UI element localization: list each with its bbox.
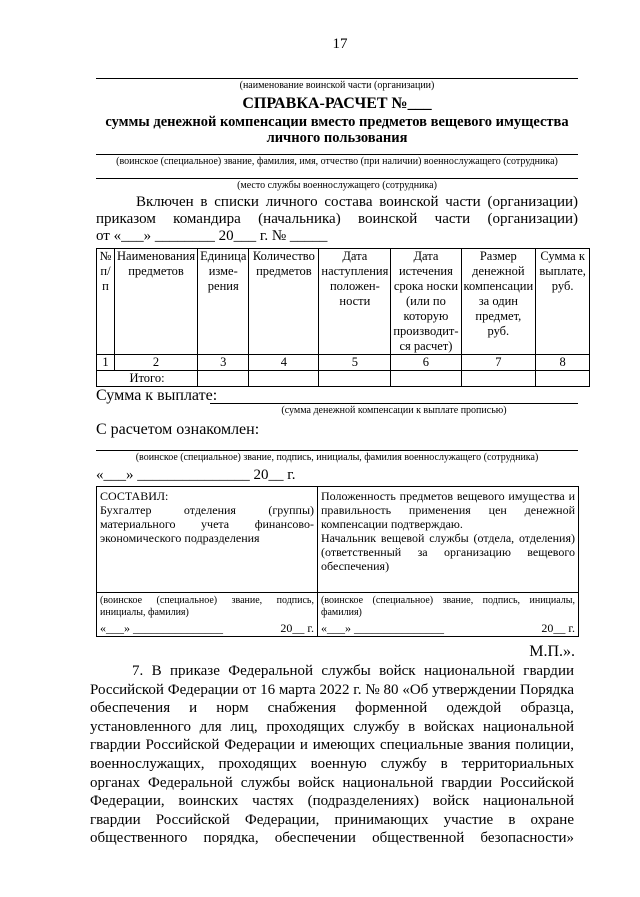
compiled-by-text: Бухгалтер отделения (группы) материального учета финансово-экономического подразделения <box>100 503 314 545</box>
document-subtitle-line2: личного пользования <box>266 130 408 146</box>
table-total-row <box>97 371 590 387</box>
paragraph-line: 7. В приказе Федеральной службы войск национальной гвардии <box>132 663 574 679</box>
confirmed-by-year: 20__ г. <box>541 621 575 635</box>
number-cell: 1 <box>97 355 115 371</box>
signatures-text-row <box>97 487 579 593</box>
compiled-by-sign-caption: (воинское (специальное) звание, подпись, инициалы, фамилия) <box>100 595 314 618</box>
number-cell: 2 <box>115 355 198 371</box>
paragraph-line: Российской Федерации от 16 марта 2022 г. № 80 «Об утверждении Порядка <box>90 681 574 698</box>
paragraph-line: общественного порядка, обеспечении общественной безопасности» <box>90 830 574 847</box>
signatures-table <box>96 486 579 637</box>
paragraph-line: органах Федеральной службы войск национальной гвардии Российской <box>90 774 574 791</box>
total-cell <box>198 371 249 387</box>
unit-name-line <box>96 78 578 79</box>
paragraph-line: Федерации, воинских частях (подразделениях) войск национальной <box>90 793 574 810</box>
total-cell <box>391 371 461 387</box>
order-line: от «___» ________ 20___ г. № _____ <box>96 228 328 244</box>
table-header-row <box>97 249 590 355</box>
acquainted-line <box>96 450 578 451</box>
header-cell: Наименования предметов <box>115 249 198 355</box>
paragraph-line: гвардии Российской Федерации, принимающих участие в охране <box>90 811 574 828</box>
header-cell: Дата наступления положен- ности <box>319 249 391 355</box>
total-cell <box>536 371 590 387</box>
number-cell: 6 <box>391 355 461 371</box>
number-cell: 3 <box>198 355 249 371</box>
header-cell: Количество предметов <box>249 249 319 355</box>
total-cell <box>249 371 319 387</box>
paragraph-line: обеспечения и норм снабжения форменной одеждой образца, <box>90 700 574 717</box>
signatures-sign-row <box>97 593 579 637</box>
compiled-by-date: «___» _______________ <box>100 621 223 635</box>
compiled-by-year: 20__ г. <box>280 621 314 635</box>
confirmed-by-cell <box>318 487 579 593</box>
compiled-by-heading: СОСТАВИЛ: <box>100 489 169 503</box>
compiled-by-cell <box>97 487 318 593</box>
confirmation-text: Положенность предметов вещевого имущества и правильность применения цен денежной компенсации подтверждаю. <box>321 489 575 531</box>
page-number: 17 <box>332 36 348 52</box>
header-cell: Размер денежной компенсации за один предмет, руб. <box>461 249 536 355</box>
document-subtitle-line1: суммы денежной компенсации вместо предметов вещевого имущества <box>105 114 569 130</box>
total-cell <box>461 371 536 387</box>
stamp-place: М.П.». <box>529 643 575 660</box>
acquainted-caption: (воинское (специальное) звание, подпись, инициалы, фамилия военнослужащего (сотрудника) <box>135 452 539 463</box>
clothing-chief-text: Начальник вещевой службы (отдела, отделения) (ответственный за организацию вещевого обеспечения) <box>321 531 575 573</box>
included-text-line1: Включен в списки личного состава воинской части (организации) <box>136 194 578 210</box>
rank-caption: (воинское (специальное) звание, фамилия, имя, отчество (при наличии) военнослужащего (сотрудника) <box>116 156 558 167</box>
header-cell: Дата истечения срока носки (или по которую производит- ся расчет) <box>391 249 461 355</box>
compiled-by-sign-cell <box>97 593 318 637</box>
payment-line <box>210 403 578 404</box>
compensation-table <box>96 248 590 387</box>
header-cell: Сумма к выплате, руб. <box>536 249 590 355</box>
payment-caption: (сумма денежной компенсации к выплате прописью) <box>281 405 507 416</box>
place-line <box>96 178 578 179</box>
total-cell <box>319 371 391 387</box>
table-number-row <box>97 355 590 371</box>
rank-line <box>96 154 578 155</box>
acquainted-date: «___» _______________ 20__ г. <box>96 467 296 483</box>
unit-name-caption: (наименование воинской части (организации) <box>239 80 435 91</box>
acquainted-label: С расчетом ознакомлен: <box>96 421 260 438</box>
included-text-line2: приказом командира (начальника) воинской части (организации) <box>96 211 578 227</box>
confirmed-by-sign-cell <box>318 593 579 637</box>
confirmed-by-sign-caption: (воинское (специальное) звание, подпись, инициалы, фамилия) <box>321 595 575 618</box>
paragraph-line: установленного для лиц, проходящих службу в войсках национальной <box>90 718 574 735</box>
paragraph-line: гвардии Российской Федерации и имеющих специальные звания полиции, <box>90 737 574 754</box>
place-caption: (место службы военнослужащего (сотрудника) <box>237 180 437 191</box>
document-title: СПРАВКА-РАСЧЕТ №___ <box>242 95 432 112</box>
number-cell: 5 <box>319 355 391 371</box>
number-cell: 8 <box>536 355 590 371</box>
header-cell: Единица изме- рения <box>198 249 249 355</box>
number-cell: 4 <box>249 355 319 371</box>
amendment-paragraph <box>90 662 574 848</box>
total-label: Итого: <box>97 371 198 387</box>
payment-label: Сумма к выплате: <box>96 387 218 404</box>
header-cell: № п/п <box>97 249 115 355</box>
paragraph-line: военнослужащих, проходящих военную службу в территориальных <box>90 755 574 772</box>
number-cell: 7 <box>461 355 536 371</box>
confirmed-by-date: «___» _______________ <box>321 621 444 635</box>
